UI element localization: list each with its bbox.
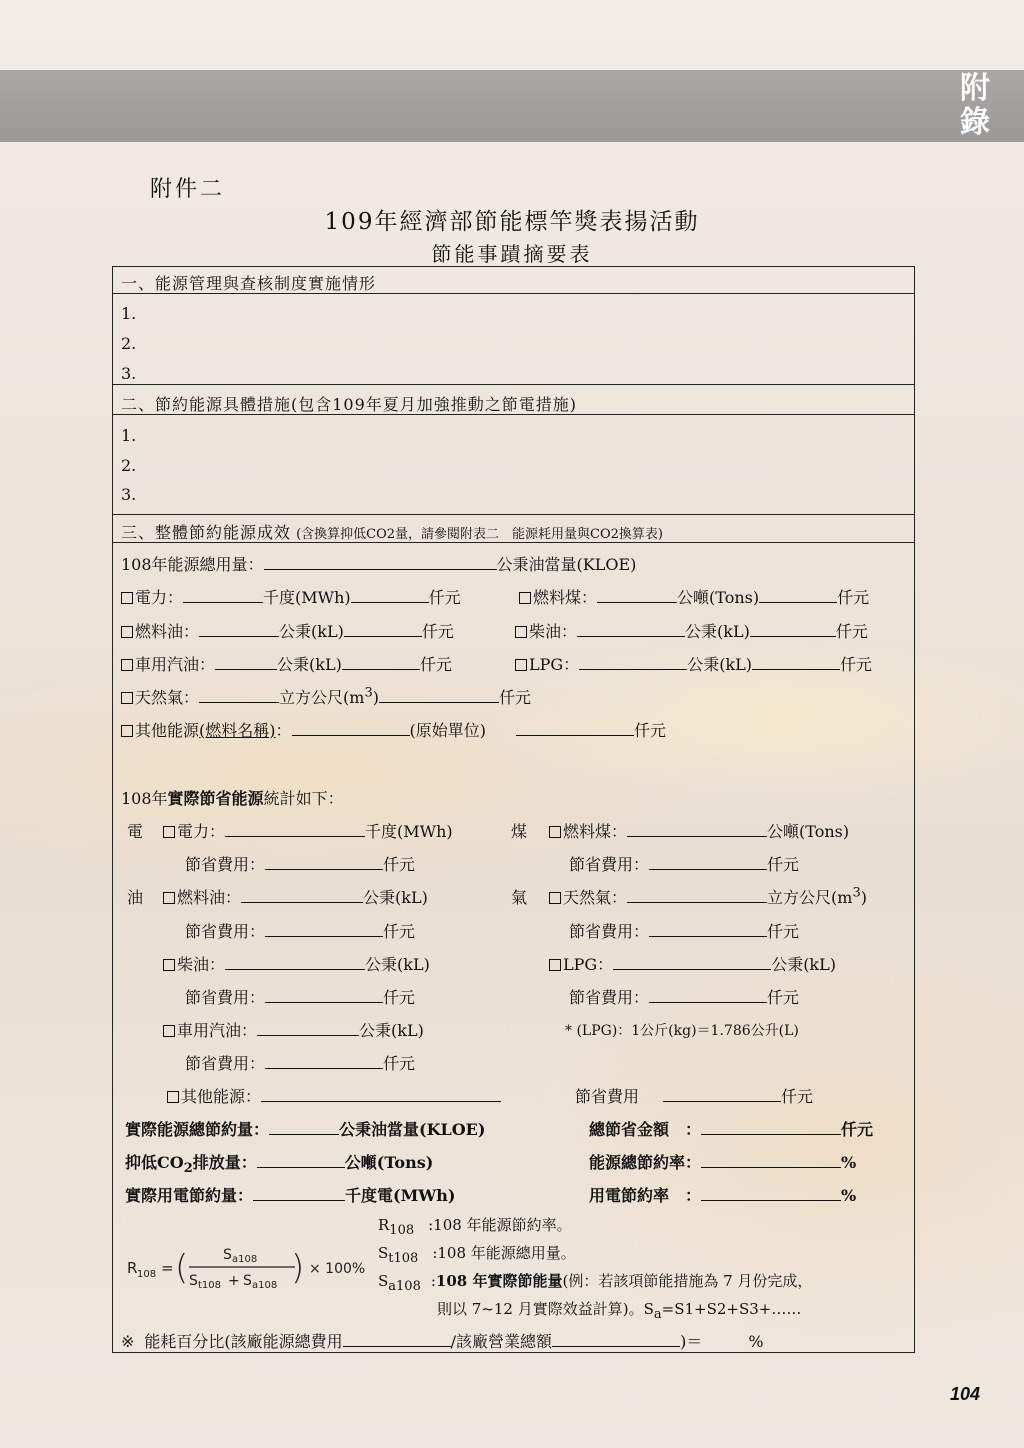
saving-natural-gas-checkbox[interactable] [549, 892, 561, 904]
saving-diesel-field[interactable] [225, 953, 365, 970]
saving-natural-gas-field[interactable] [627, 886, 767, 903]
electricity-cost-field[interactable] [351, 586, 429, 603]
actual-saving-field[interactable] [269, 1118, 339, 1135]
saving-lpg-checkbox[interactable] [549, 959, 561, 971]
superscript-3: 3 [364, 685, 373, 701]
co2-unit: 公噸(Tons) [344, 1153, 434, 1172]
energy-rate-label: 能源總節約率： [589, 1153, 702, 1172]
fuel-oil-cost-field[interactable] [344, 620, 422, 637]
fuel-name-label: (燃料名稱) [199, 721, 276, 740]
gasoline-unit: 公秉(kL) [277, 655, 342, 674]
savings-intro-bold: 實際節省能源 [167, 789, 264, 808]
gasoline-label: 車用汽油： [135, 655, 216, 674]
section1-heading: 一、能源管理與查核制度實施情形 [121, 274, 377, 293]
saving-electricity-field[interactable] [225, 820, 365, 837]
saving-fuel-oil-label: 燃料油： [177, 888, 242, 907]
saving-fuel-oil-currency: 仟元 [383, 922, 416, 941]
natural-gas-field[interactable] [199, 686, 279, 703]
group-oil-label: 油 [127, 888, 144, 907]
saving-fuel-oil-checkbox[interactable] [163, 892, 175, 904]
saving-coal-cost-field[interactable] [649, 853, 767, 870]
saving-gasoline-cost-field[interactable] [265, 1052, 383, 1069]
section1-item-2[interactable]: 2. [121, 334, 137, 353]
saving-electricity-label: 電力： [177, 822, 226, 841]
saving-gasoline-currency: 仟元 [383, 1054, 416, 1073]
saving-gas-cost-field[interactable] [649, 920, 767, 937]
formula-lhs-sub: 108 [137, 1269, 157, 1280]
energy-rate-row [589, 1150, 856, 1173]
natural-gas-cost-field[interactable] [379, 686, 499, 703]
section1-item-1[interactable]: 1. [121, 304, 137, 323]
electricity-label: 電力： [135, 588, 184, 607]
section2-item-2[interactable]: 2. [121, 456, 137, 475]
saving-fuel-oil-cost-field[interactable] [265, 920, 383, 937]
saving-diesel-unit: 公秉(kL) [365, 955, 430, 974]
coal-checkbox[interactable] [519, 592, 531, 604]
section2-item-1[interactable]: 1. [121, 426, 137, 445]
attachment-label: 附件二 [150, 177, 226, 202]
saving-coal-cost-row [569, 852, 799, 875]
saving-electricity-checkbox[interactable] [163, 826, 175, 838]
appendix-tab-char-2: 錄 [960, 105, 990, 140]
footnote-percent: % [748, 1332, 764, 1351]
saving-other-label: 其他能源： [181, 1087, 262, 1106]
actual-saving-unit: 公秉油當量(KLOE) [339, 1120, 486, 1139]
diesel-unit: 公秉(kL) [685, 622, 750, 641]
group-gas-label: 氣 [511, 888, 528, 907]
total-usage-unit: 公秉油當量(KLOE) [496, 555, 637, 574]
fuel-oil-currency: 仟元 [421, 622, 454, 641]
formula-right-paren: ) [291, 1248, 305, 1288]
saving-lpg-row [549, 952, 836, 975]
saving-electricity-cost-label: 節省費用： [185, 855, 266, 874]
lpg-conversion-note: * (LPG)：1公斤(kg)＝1.786公升(L) [565, 1023, 799, 1039]
saving-coal-currency: 仟元 [767, 855, 800, 874]
savings-intro-prefix: 108年 [121, 789, 168, 808]
saving-electricity-currency: 仟元 [383, 855, 416, 874]
formula-numerator-sub: a108 [232, 1254, 258, 1265]
elec-saving-row [125, 1183, 455, 1206]
saving-natural-gas-unit: 立方公尺(m [767, 888, 853, 907]
coal-field[interactable] [597, 586, 677, 603]
diesel-label: 柴油： [529, 622, 578, 641]
saving-gasoline-cost-label: 節省費用： [185, 1054, 266, 1073]
formula-lhs: R [127, 1259, 138, 1277]
saving-fuel-oil-unit: 公秉(kL) [363, 888, 428, 907]
saving-coal-cost-label: 節省費用： [569, 855, 650, 874]
electricity-unit: 千度(MWh) [263, 588, 351, 607]
saving-other-currency: 仟元 [781, 1087, 814, 1106]
saving-lpg-cost-field[interactable] [649, 986, 767, 1003]
coal-currency: 仟元 [837, 588, 870, 607]
group-coal-label: 煤 [511, 822, 528, 841]
saving-electricity-row [163, 819, 453, 842]
saving-diesel-currency: 仟元 [383, 988, 416, 1007]
lpg-unit: 公秉(kL) [687, 655, 752, 674]
gasoline-cost-field[interactable] [342, 653, 420, 670]
saving-gasoline-row [163, 1018, 424, 1041]
saving-gasoline-checkbox[interactable] [163, 1025, 175, 1037]
saving-gasoline-cost-row [185, 1051, 415, 1074]
total-usage-row [121, 552, 636, 575]
other-energy-label: 其他能源 [135, 721, 200, 740]
coal-label: 燃料煤： [533, 588, 598, 607]
other-energy-currency: 仟元 [634, 721, 667, 740]
footnote-row [121, 1329, 764, 1352]
elec-rate-label: 用電節約率 ： [589, 1186, 702, 1205]
other-energy-field[interactable] [292, 719, 410, 736]
diesel-field[interactable] [577, 620, 685, 637]
sa108-rest: (例：若該項節能措施為 7 月份完成， [562, 1272, 813, 1290]
page-subtitle: 節能事蹟摘要表 [431, 242, 593, 266]
lpg-label: LPG： [529, 655, 580, 674]
appendix-tab [952, 70, 998, 142]
st108-text: :108 年能源總用量。 [432, 1244, 576, 1262]
diesel-cost-field[interactable] [750, 620, 836, 637]
saving-electricity-cost-field[interactable] [265, 853, 383, 870]
r108-sub: 108 [389, 1223, 415, 1238]
fuel-oil-field[interactable] [199, 620, 279, 637]
lpg-row [515, 652, 872, 675]
saving-gasoline-unit: 公秉(kL) [359, 1021, 424, 1040]
saving-coal-unit: 公噸(Tons) [767, 822, 850, 841]
section1-item-3[interactable]: 3. [121, 364, 137, 383]
formula-denominator-a: S [189, 1273, 198, 1289]
total-usage-label: 108年能源總用量： [121, 555, 264, 574]
saving-natural-gas-label: 天然氣： [563, 888, 628, 907]
saving-gas-currency: 仟元 [767, 922, 800, 941]
saving-other-checkbox[interactable] [167, 1091, 179, 1103]
footnote-energy-cost-field[interactable] [343, 1330, 451, 1347]
saving-lpg-currency: 仟元 [767, 988, 800, 1007]
saving-natural-gas-row [549, 885, 867, 908]
elec-rate-percent: % [841, 1186, 857, 1205]
saving-coal-checkbox[interactable] [549, 826, 561, 838]
saving-other-cost-row [575, 1084, 813, 1107]
savings-intro [121, 786, 344, 809]
co2-label-prefix: 抑低CO [125, 1153, 184, 1172]
saving-diesel-cost-row [185, 985, 415, 1008]
elec-rate-row [589, 1183, 856, 1206]
footnote-text2: /該廠營業總額 [450, 1332, 553, 1351]
co2-field[interactable] [257, 1151, 345, 1168]
group-electricity-label: 電 [127, 822, 144, 841]
header-band [0, 70, 1024, 142]
footnote-text3: )＝ [680, 1332, 703, 1351]
section2-item-3[interactable]: 3. [121, 485, 137, 504]
saving-diesel-label: 柴油： [177, 955, 226, 974]
lpg-cost-field[interactable] [752, 653, 840, 670]
saving-rate-formula [127, 1235, 377, 1305]
energy-rate-percent: % [841, 1153, 857, 1172]
footnote-revenue-field[interactable] [552, 1330, 680, 1347]
saving-superscript-3: 3 [852, 885, 861, 901]
saving-diesel-cost-field[interactable] [265, 986, 383, 1003]
actual-saving-row [125, 1117, 485, 1140]
lpg-field[interactable] [579, 653, 687, 670]
saving-lpg-field[interactable] [613, 953, 771, 970]
elec-rate-field[interactable] [701, 1184, 841, 1201]
elec-saving-unit: 千度電(MWh) [345, 1186, 456, 1205]
section3-note: (含換算抑低CO2量，請參閱附表二 能源耗用量與CO2換算表) [296, 527, 664, 542]
lpg-currency: 仟元 [840, 655, 873, 674]
formula-denominator-b-sub: a108 [252, 1280, 278, 1291]
other-energy-cost-field[interactable] [516, 719, 634, 736]
lpg-checkbox[interactable] [515, 659, 527, 671]
co2-row [125, 1150, 433, 1176]
co2-sub: 2 [183, 1161, 193, 1177]
footnote-text1: 能耗百分比(該廠能源總費用 [144, 1332, 343, 1351]
other-energy-row [121, 718, 666, 741]
elec-saving-field[interactable] [253, 1184, 345, 1201]
diesel-checkbox[interactable] [515, 626, 527, 638]
saving-gas-cost-row [569, 919, 799, 942]
coal-row [519, 585, 869, 608]
saving-other-row [167, 1084, 501, 1107]
saving-coal-label: 燃料煤： [563, 822, 628, 841]
energy-rate-field[interactable] [701, 1151, 841, 1168]
sa108-sub: a108 [388, 1279, 421, 1294]
total-savings-label: 總節省金額 ： [589, 1120, 702, 1139]
saving-lpg-unit: 公秉(kL) [771, 955, 836, 974]
saving-diesel-checkbox[interactable] [163, 959, 175, 971]
coal-unit: 公噸(Tons) [677, 588, 760, 607]
saving-lpg-label: LPG： [563, 955, 614, 974]
total-savings-field[interactable] [701, 1118, 841, 1135]
saving-lpg-cost-label: 節省費用： [569, 988, 650, 1007]
st108-sub: t108 [388, 1251, 419, 1266]
formula-times: × 100% [309, 1261, 366, 1277]
saving-natural-gas-unit-close: ) [860, 888, 867, 907]
natural-gas-currency: 仟元 [498, 688, 531, 707]
saving-other-cost-label: 節省費用 [575, 1087, 640, 1106]
natural-gas-row [121, 685, 531, 708]
actual-saving-label: 實際能源總節約量： [125, 1120, 270, 1139]
fuel-oil-unit: 公秉(kL) [279, 622, 344, 641]
electricity-row [121, 585, 461, 608]
formula-numerator: S [223, 1247, 232, 1263]
sa108-definition [378, 1270, 812, 1294]
natural-gas-unit-close: ) [372, 688, 379, 707]
page-number: 104 [950, 1384, 981, 1404]
other-energy-checkbox[interactable] [121, 725, 133, 737]
elec-saving-label: 實際用電節約量： [125, 1186, 254, 1205]
sa108-colon: : [430, 1272, 436, 1290]
electricity-currency: 仟元 [428, 588, 461, 607]
total-usage-field[interactable] [264, 553, 497, 570]
saving-diesel-cost-label: 節省費用： [185, 988, 266, 1007]
page-title: 109年經濟部節能標竿獎表揚活動 [324, 209, 700, 235]
formula-equals: = [161, 1259, 174, 1277]
saving-other-cost-field[interactable] [663, 1085, 781, 1102]
footnote-mark: ※ [121, 1332, 135, 1351]
saving-fuel-oil-field[interactable] [241, 886, 363, 903]
r108-sym: R [378, 1216, 390, 1234]
total-savings-unit: 仟元 [841, 1120, 874, 1139]
sa108-definition-line2: 則以 7~12 月實際效益計算)。$S_a=S1+S2+S3+\dots\dots$ [437, 1300, 802, 1322]
natural-gas-label: 天然氣： [135, 688, 200, 707]
natural-gas-unit: 立方公尺(m [279, 688, 365, 707]
diesel-row [515, 619, 868, 642]
sa108-line2-text: 則以 7~12 月實際效益計算)。S [437, 1300, 654, 1318]
saving-gasoline-field[interactable] [257, 1019, 359, 1036]
total-savings-row [589, 1117, 873, 1140]
fuel-oil-row [121, 619, 454, 642]
other-colon: ： [275, 721, 292, 740]
appendix-tab-char-1: 附 [960, 71, 990, 106]
saving-lpg-cost-row [569, 985, 799, 1008]
sa108-line2-tail: =S1+S2+S3+…… [661, 1300, 802, 1318]
r108-text: :108 年能源節約率。 [428, 1216, 572, 1234]
saving-electricity-unit: 千度(MWh) [365, 822, 453, 841]
gasoline-row [121, 652, 452, 675]
saving-diesel-row [163, 952, 430, 975]
summary-form [112, 266, 915, 1353]
electricity-checkbox[interactable] [121, 592, 133, 604]
gasoline-field[interactable] [215, 653, 277, 670]
section3-heading: 三、整體節約能源成效 [121, 523, 292, 542]
gasoline-checkbox[interactable] [121, 659, 133, 671]
saving-electricity-cost-row [185, 852, 415, 875]
formula-denominator-a-sub: t108 [198, 1280, 222, 1291]
formula-plus: + [228, 1273, 240, 1289]
savings-intro-suffix: 統計如下： [263, 789, 344, 808]
fuel-oil-label: 燃料油： [135, 622, 200, 641]
formula-denominator-b: S [243, 1273, 252, 1289]
r108-definition [378, 1214, 572, 1238]
sa108-sym: S [378, 1272, 389, 1290]
diesel-currency: 仟元 [835, 622, 868, 641]
section3-heading-row [121, 520, 663, 543]
saving-fuel-oil-row [163, 885, 428, 908]
natural-gas-checkbox[interactable] [121, 692, 133, 704]
electricity-field[interactable] [183, 586, 263, 603]
st108-sym: S [378, 1244, 389, 1262]
saving-other-field[interactable] [261, 1085, 501, 1102]
gasoline-currency: 仟元 [419, 655, 452, 674]
fuel-oil-checkbox[interactable] [121, 626, 133, 638]
saving-fuel-oil-cost-row [185, 919, 415, 942]
st108-definition [378, 1242, 576, 1266]
section2-heading: 二、節約能源具體措施(包含109年夏月加強推動之節電措施) [121, 395, 578, 414]
co2-label-suffix: 排放量： [192, 1153, 257, 1172]
saving-gas-cost-label: 節省費用： [569, 922, 650, 941]
original-unit-label: (原始單位) [409, 721, 487, 740]
saving-coal-field[interactable] [627, 820, 767, 837]
formula-left-paren: ( [175, 1248, 189, 1288]
saving-fuel-oil-cost-label: 節省費用： [185, 922, 266, 941]
saving-gasoline-label: 車用汽油： [177, 1021, 258, 1040]
coal-cost-field[interactable] [759, 586, 837, 603]
saving-coal-row [549, 819, 849, 842]
sa108-bold: 108 年實際節能量 [435, 1272, 563, 1290]
